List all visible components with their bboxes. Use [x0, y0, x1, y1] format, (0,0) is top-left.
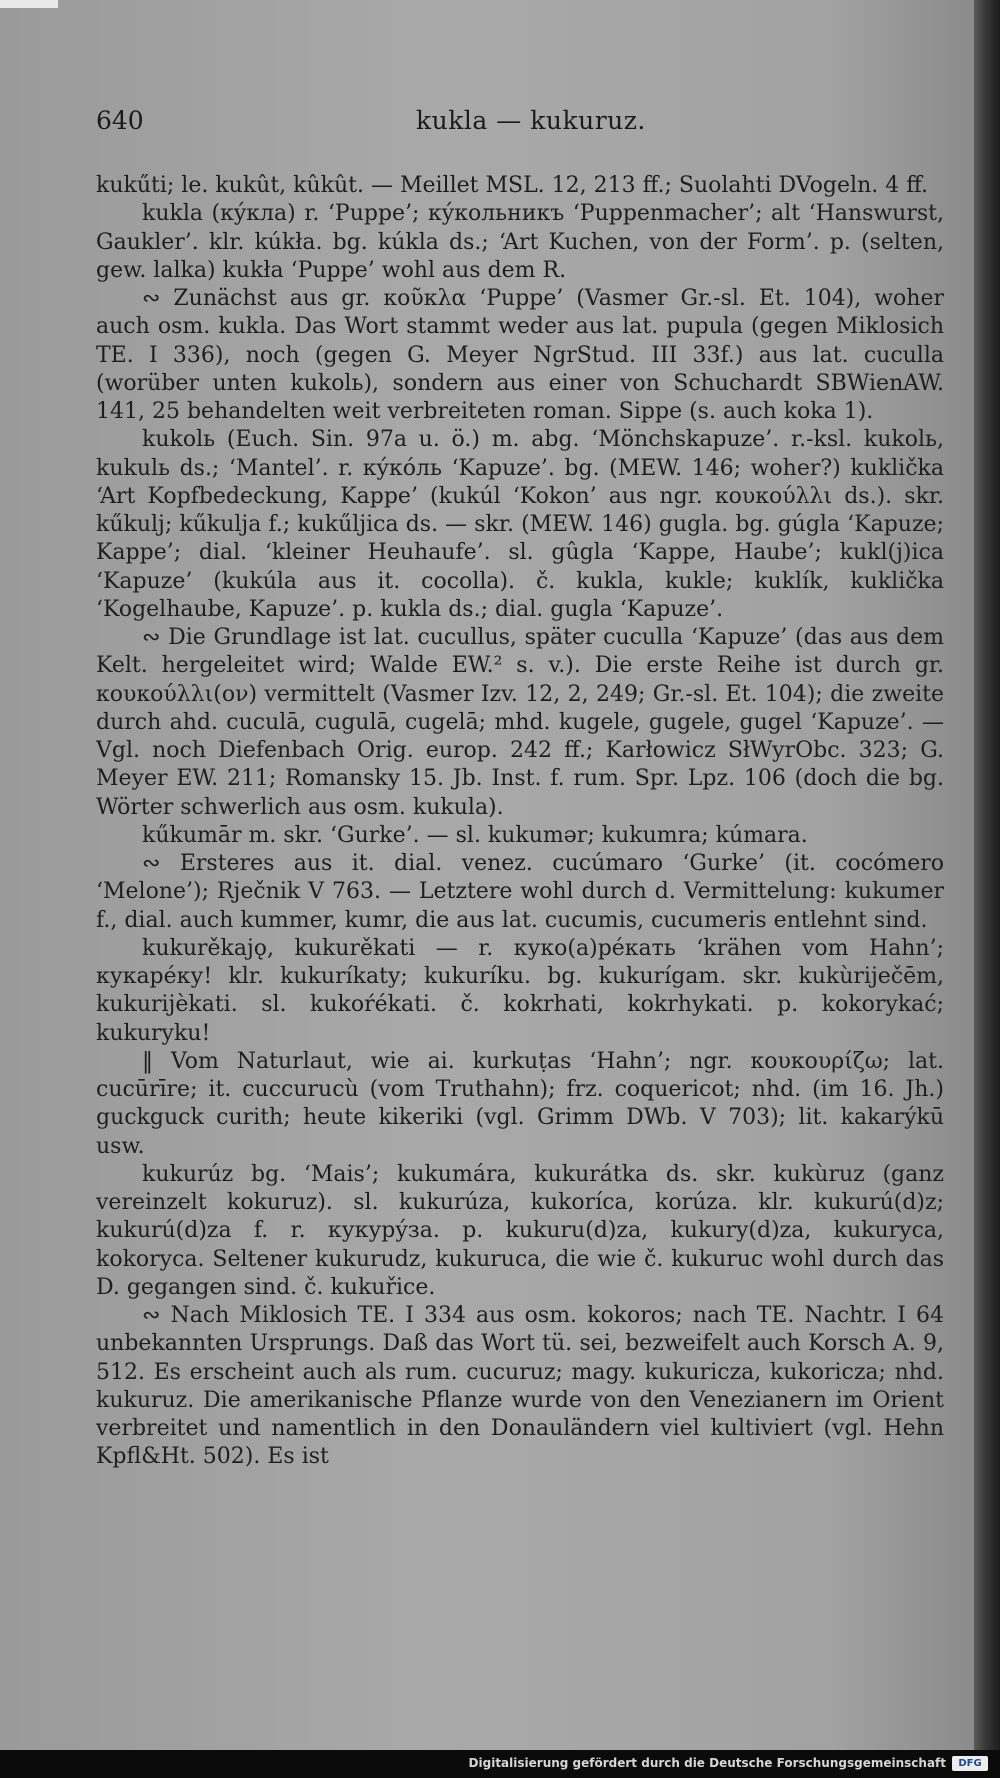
entry-kukuruz: kukurúz bg. ‘Mais’; kukumára, kukurátka ds. skr. kukùruz (ganz vereinzelt kokuruz). sl. kukurúza, kukoríca, korúza. klr. kukurú(d)z; kukurú(d)za f. r. кукурýза. p. kukuru(d)za, kukury(d)za, kukuryca, kokoryca. Seltener kukurudz, kukuruca, die wie č. kukuruc wohl durch das D. gegangen sind. č. kukuřice.	[96, 1161, 944, 1300]
book-spine-shadow	[974, 0, 1000, 1750]
entry-kukol: kukolь (Euch. Sin. 97a u. ö.) m. abg. ‘Mönchskapuze’. r.-ksl. kukolь, kukulь ds.; ‘Mantel’. r. кýкóль ‘Kapuze’. bg. (MEW. 146; woher?) kuklička ‘Art Kopfbedeckung, Kappe’ (kukúl ‘Kokon’ aus ngr. κουκούλλι ds.). skr. kűkulj; kűkulja f.; kukűljica ds. — skr. (MEW. 146) gugla. bg. gúgla ‘Kapuze; Kappe’; dial. ‘kleiner Heuhaufe’. sl. gûgla ‘Kappe, Haube’; kukl(j)ica ‘Kapuze’ (kukúla aus it. cocolla). č. kukla, kukle; kuklík, kuklička ‘Kogelhaube, Kapuze’. p. kukla ds.; dial. gugla ‘Kapuze’.	[96, 427, 944, 622]
entry-kukurekati: kukurěkajǫ, kukurěkati — r. куко(а)рéкать ‘krähen vom Hahn’; кукарéку! klr. kukuríkaty; kukuríku. bg. kukurígam. skr. kukùriječēm, kukurijèkati. sl. kukoŕékati. č. kokrhati, kokrhykati. p. kokorykać; kukuryku!	[96, 935, 944, 1046]
running-head: kukla — kukuruz.	[416, 106, 646, 135]
etymology-kukumar: ∾ Ersteres aus it. dial. venez. cucúmaro ‘Gurke’ (it. cocómero ‘Melone’); Rječnik V 763. — Letztere wohl durch d. Vermittelung: kukumer f., dial. auch kummer, kumr, die aus lat. cucumis, cucumeris entlehnt sind.	[96, 851, 944, 933]
dictionary-text	[96, 172, 944, 1612]
etymology-kukla: ∾ Zunächst aus gr. κοῦκλα ‘Puppe’ (Vasmer Gr.-sl. Et. 104), woher auch osm. kukla. Das Wort stammt weder aus lat. pupula (gegen Miklosich TE. I 336), noch (gegen G. Meyer NgrStud. III 33f.) aus lat. cuculla (worüber unten kukolь), sondern aus einer von Schuchardt SBWienAW. 141, 25 behandelten weit verbreiteten roman. Sippe (s. auch koka 1).	[96, 286, 944, 424]
page-number: 640	[96, 106, 144, 135]
dfg-logo-icon: DFG	[952, 1756, 988, 1771]
digitization-credit: Digitalisierung gefördert durch die Deutsche Forschungsgemeinschaft	[468, 1756, 946, 1770]
etymology-kukuruz: ∾ Nach Miklosich TE. I 334 aus osm. kokoros; nach TE. Nachtr. I 64 unbekannten Ursprungs. Daß das Wort tü. sei, bezweifelt auch Korsch A. 9, 512. Es erscheint auch als rum. cucuruz; magy. kukuricza, kukoricza; nhd. kukuruz. Die amerikanische Pflanze wurde von den Venezianern im Orient verbreitet und namentlich in den Donauländern viel kultiviert (vgl. Hehn Kpfl&Ht. 502). Es ist	[96, 1303, 944, 1470]
footer-bar	[0, 1750, 1000, 1778]
etymology-kukurekati: ‖ Vom Naturlaut, wie ai. kurkuṭas ‘Hahn’; ngr. κουκουρίζω; lat. cucūrīre; it. cuccurucù (vom Truthahn); frz. coquericot; nhd. (im 16. Jh.) guckguck curith; heute kikeriki (vgl. Grimm DWb. V 703); lit. kakarýkū usw.	[96, 1048, 944, 1159]
paragraph-continuation: kukűti; le. kukût, kûkût. — Meillet MSL. 12, 213 ff.; Suolahti DVogeln. 4 ff.	[96, 173, 929, 198]
scan-corner-mark	[0, 0, 58, 8]
entry-kukla: kukla (кýкла) r. ‘Puppe’; кýкольникъ ‘Puppenmacher’; alt ‘Hanswurst, Gaukler’. klr. kúkła. bg. kúkla ds.; ‘Art Kuchen, von der Form’. p. (selten, gew. lalka) kukła ‘Puppe’ wohl aus dem R.	[96, 201, 944, 283]
entry-kukumar: kűkumār m. skr. ‘Gurke’. — sl. kukumər; kukumra; kúmara.	[142, 822, 808, 848]
etymology-kukol: ∾ Die Grundlage ist lat. cucullus, später cuculla ‘Kapuze’ (das aus dem Kelt. hergeleitet wird; Walde EW.² s. v.). Die erste Reihe ist durch gr. κουκούλλι(ον) vermittelt (Vasmer Izv. 12, 2, 249; Gr.-sl. Et. 104); die zweite durch ahd. cuculā, cugulā, cugelā; mhd. kugele, gugele, gugel ‘Kapuze’. — Vgl. noch Diefenbach Orig. europ. 242 ff.; Karłowicz SłWyrObc. 323; G. Meyer EW. 211; Romansky 15. Jb. Inst. f. rum. Spr. Lpz. 106 (doch die bg. Wörter schwerlich aus osm. kukula).	[96, 625, 944, 820]
page-header	[96, 106, 936, 146]
